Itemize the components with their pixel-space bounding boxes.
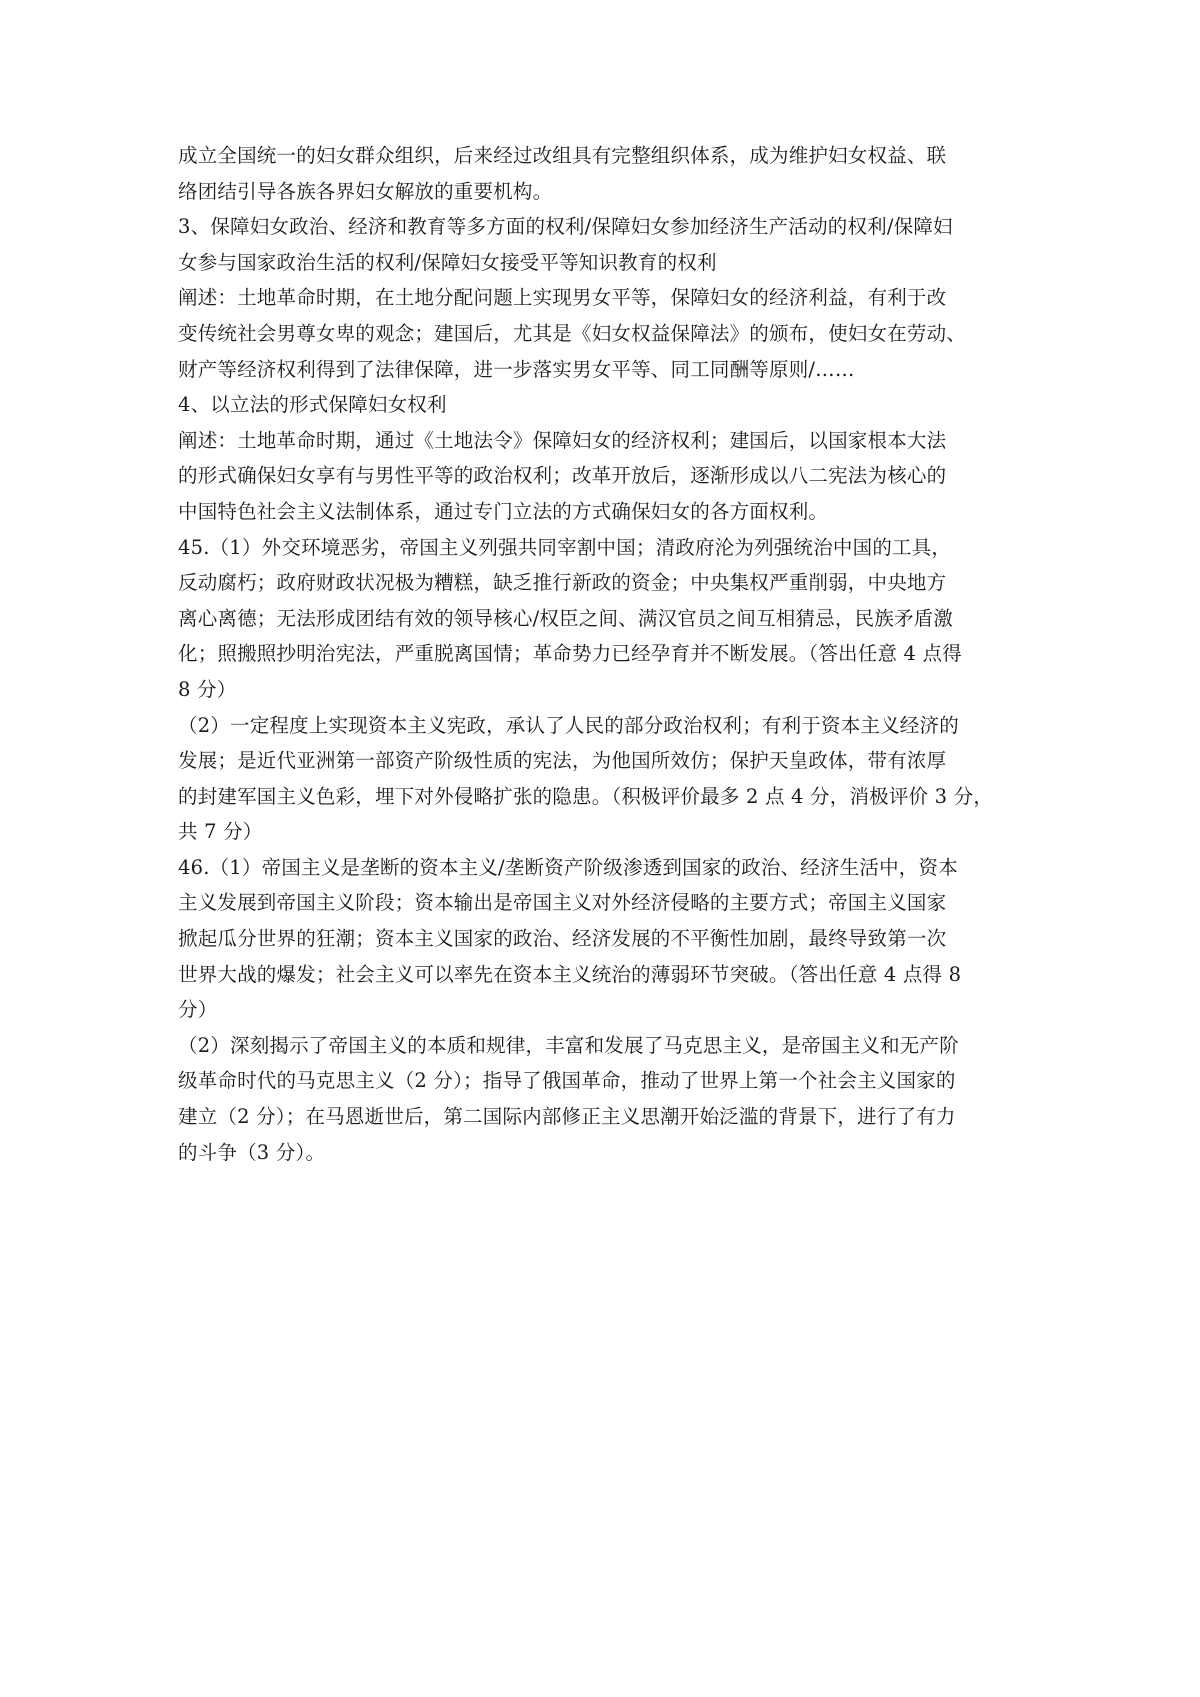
text-line: 共 7 分） [178,820,263,844]
text-line: 建立（2 分）；在马恩逝世后，第二国际内部修正主义思潮开始泛滥的背景下，进行了有力 [178,1105,956,1129]
answer-text-block [178,138,1040,1170]
text-line: 的斗争（3 分）。 [178,1140,326,1164]
text-line: 女参与国家政治生活的权利/保障妇女接受平等知识教育的权利 [178,250,717,274]
text-line: 的封建军国主义色彩，埋下对外侵略扩张的隐患。（积极评价最多 2 点 4 分，消极评价 3 分， [178,784,994,808]
text-line: 反动腐朽；政府财政状况极为糟糕，缺乏推行新政的资金；中央集权严重削弱，中央地方 [178,571,947,595]
text-line: 3、保障妇女政治、经济和教育等多方面的权利/保障妇女参加经济生产活动的权利/保障妇 [178,215,953,239]
text-line: 掀起瓜分世界的狂潮；资本主义国家的政治、经济发展的不平衡性加剧，最终导致第一次 [178,927,947,951]
text-line: 级革命时代的马克思主义（2 分）；指导了俄国革命，推动了世界上第一个社会主义国家的 [178,1069,956,1093]
text-line: 离心离德；无法形成团结有效的领导核心/权臣之间、满汉官员之间互相猜忌，民族矛盾激 [178,606,954,630]
text-line: （2）一定程度上实现资本主义宪政，承认了人民的部分政治权利；有利于资本主义经济的 [178,713,959,737]
text-line: （2）深刻揭示了帝国主义的本质和规律，丰富和发展了马克思主义，是帝国主义和无产阶 [178,1033,959,1057]
text-line: 络团结引导各族各界妇女解放的重要机构。 [178,179,553,203]
text-line: 46.（1）帝国主义是垄断的资本主义/垄断资产阶级渗透到国家的政治、经济生活中，资本 [178,855,958,879]
text-line: 分） [178,998,218,1022]
text-line: 化；照搬照抄明治宪法，严重脱离国情；革命势力已经孕育并不断发展。（答出任意 4 点得 [178,642,962,666]
text-line: 变传统社会男尊女卑的观念；建国后，尤其是《妇女权益保障法》的颁布，使妇女在劳动、 [178,321,967,345]
text-line: 中国特色社会主义法制体系，通过专门立法的方式确保妇女的各方面权利。 [178,499,829,523]
text-line: 世界大战的爆发；社会主义可以率先在资本主义统治的薄弱环节突破。（答出任意 4 点得 8 [178,962,962,986]
text-line: 8 分） [178,677,237,701]
text-line: 成立全国统一的妇女群众组织，后来经过改组具有完整组织体系，成为维护妇女权益、联 [178,144,947,167]
text-line: 阐述：土地革命时期，通过《土地法令》保障妇女的经济权利；建国后，以国家根本大法 [178,428,947,452]
text-line: 的形式确保妇女享有与男性平等的政治权利；改革开放后，逐渐形成以八二宪法为核心的 [178,464,947,488]
text-line: 阐述：土地革命时期，在土地分配问题上实现男女平等，保障妇女的经济利益，有利于改 [178,286,947,310]
text-line: 4、以立法的形式保障妇女权利 [178,393,447,417]
text-line: 45.（1）外交环境恶劣，帝国主义列强共同宰割中国；清政府沦为列强统治中国的工具， [178,535,952,559]
text-line: 发展；是近代亚洲第一部资产阶级性质的宪法，为他国所效仿；保护天皇政体，带有浓厚 [178,749,947,773]
text-line: 主义发展到帝国主义阶段；资本输出是帝国主义对外经济侵略的主要方式；帝国主义国家 [178,891,947,915]
text-line: 财产等经济权利得到了法律保障，进一步落实男女平等、同工同酬等原则/…… [178,357,855,381]
